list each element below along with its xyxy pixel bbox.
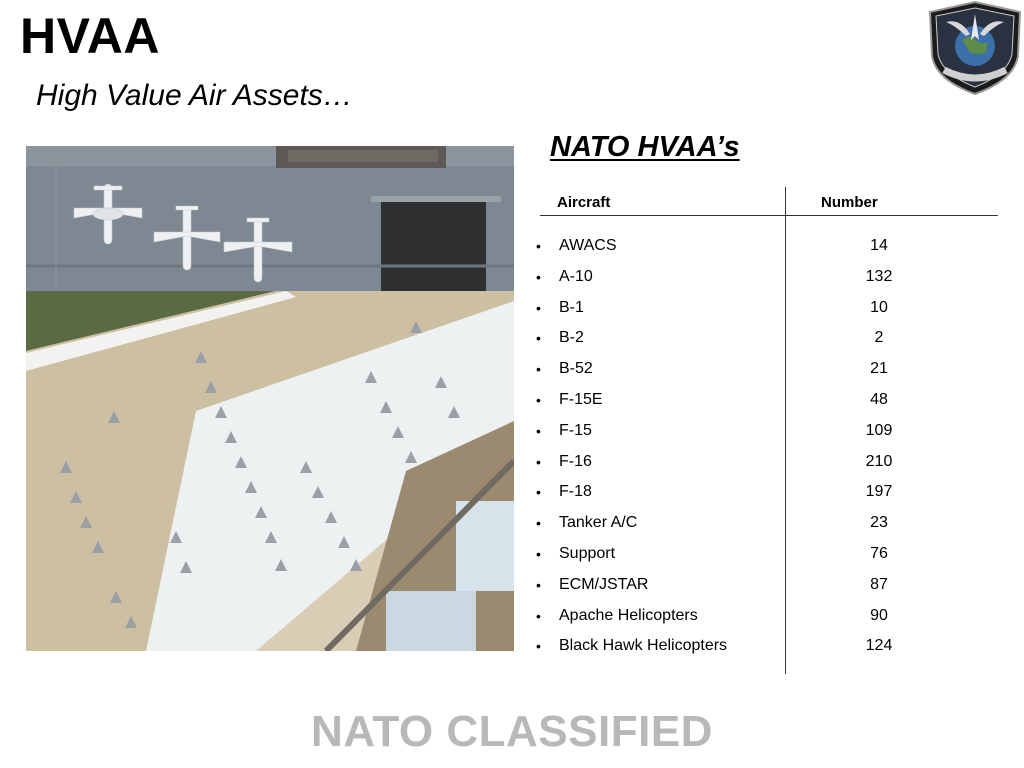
table-row [534,354,994,385]
aircraft-name: A-10 [559,267,593,285]
aircraft-count: 48 [870,390,888,408]
aircraft-count: 23 [870,514,888,532]
bullet-icon: • [536,330,541,347]
table-row [534,631,994,662]
table-row [534,323,994,354]
column-header-aircraft: Aircraft [557,194,611,211]
classification-banner: NATO CLASSIFIED [311,707,713,756]
bullet-icon: • [536,391,541,408]
bullet-icon: • [536,484,541,501]
shield-emblem-icon [926,0,1024,96]
table-row [534,601,994,632]
aerial-photo-fighter-ramp [26,291,514,651]
aircraft-name: Apache Helicopters [559,606,698,624]
table-row [534,262,994,293]
aircraft-count: 76 [870,544,888,562]
table-row [534,508,994,539]
aircraft-name: B-1 [559,298,584,316]
aircraft-name: F-15 [559,421,592,439]
bullet-icon: • [536,638,541,655]
aircraft-name: F-18 [559,483,592,501]
aircraft-name: F-16 [559,452,592,470]
aircraft-name: B-2 [559,329,584,347]
bullet-icon: • [536,268,541,285]
column-header-number: Number [821,194,878,211]
bullet-icon: • [536,545,541,562]
aircraft-count: 87 [870,575,888,593]
table-row [534,539,994,570]
table-row [534,293,994,324]
aircraft-count: 90 [870,606,888,624]
bullet-icon: • [536,422,541,439]
slide-subtitle: High Value Air Assets… [36,79,353,112]
aircraft-count: 109 [865,421,893,439]
bullet-icon: • [536,515,541,532]
aircraft-name: B-52 [559,360,593,378]
table-row [534,447,994,478]
table-row [534,231,994,262]
aircraft-name: AWACS [559,237,617,254]
aircraft-count: 197 [865,483,893,501]
table-row [534,570,994,601]
aircraft-count: 14 [870,237,888,254]
aerial-photo-awacs [26,146,514,291]
aircraft-count: 2 [874,329,884,347]
bullet-icon: • [536,576,541,593]
table-row [534,385,994,416]
aircraft-count: 21 [870,360,888,378]
aircraft-name: F-15E [559,390,603,408]
aircraft-name: ECM/JSTAR [559,575,649,593]
bullet-icon: • [536,299,541,316]
table-row [534,477,994,508]
bullet-icon: • [536,361,541,378]
aircraft-name: Support [559,544,616,562]
table-header-divider [540,215,998,216]
bullet-icon: • [536,453,541,470]
aircraft-name: Tanker A/C [559,514,638,532]
bullet-icon: • [536,607,541,624]
bullet-icon: • [536,238,541,254]
section-heading: NATO HVAA’s [550,131,740,163]
table-row [534,416,994,447]
aircraft-count: 124 [865,637,893,655]
aircraft-count: 10 [870,298,888,316]
slide-title: HVAA [20,8,160,64]
aircraft-table-body [534,231,994,662]
aircraft-name: Black Hawk Helicopters [559,637,728,655]
aircraft-count: 132 [865,267,893,285]
aircraft-count: 210 [865,452,893,470]
